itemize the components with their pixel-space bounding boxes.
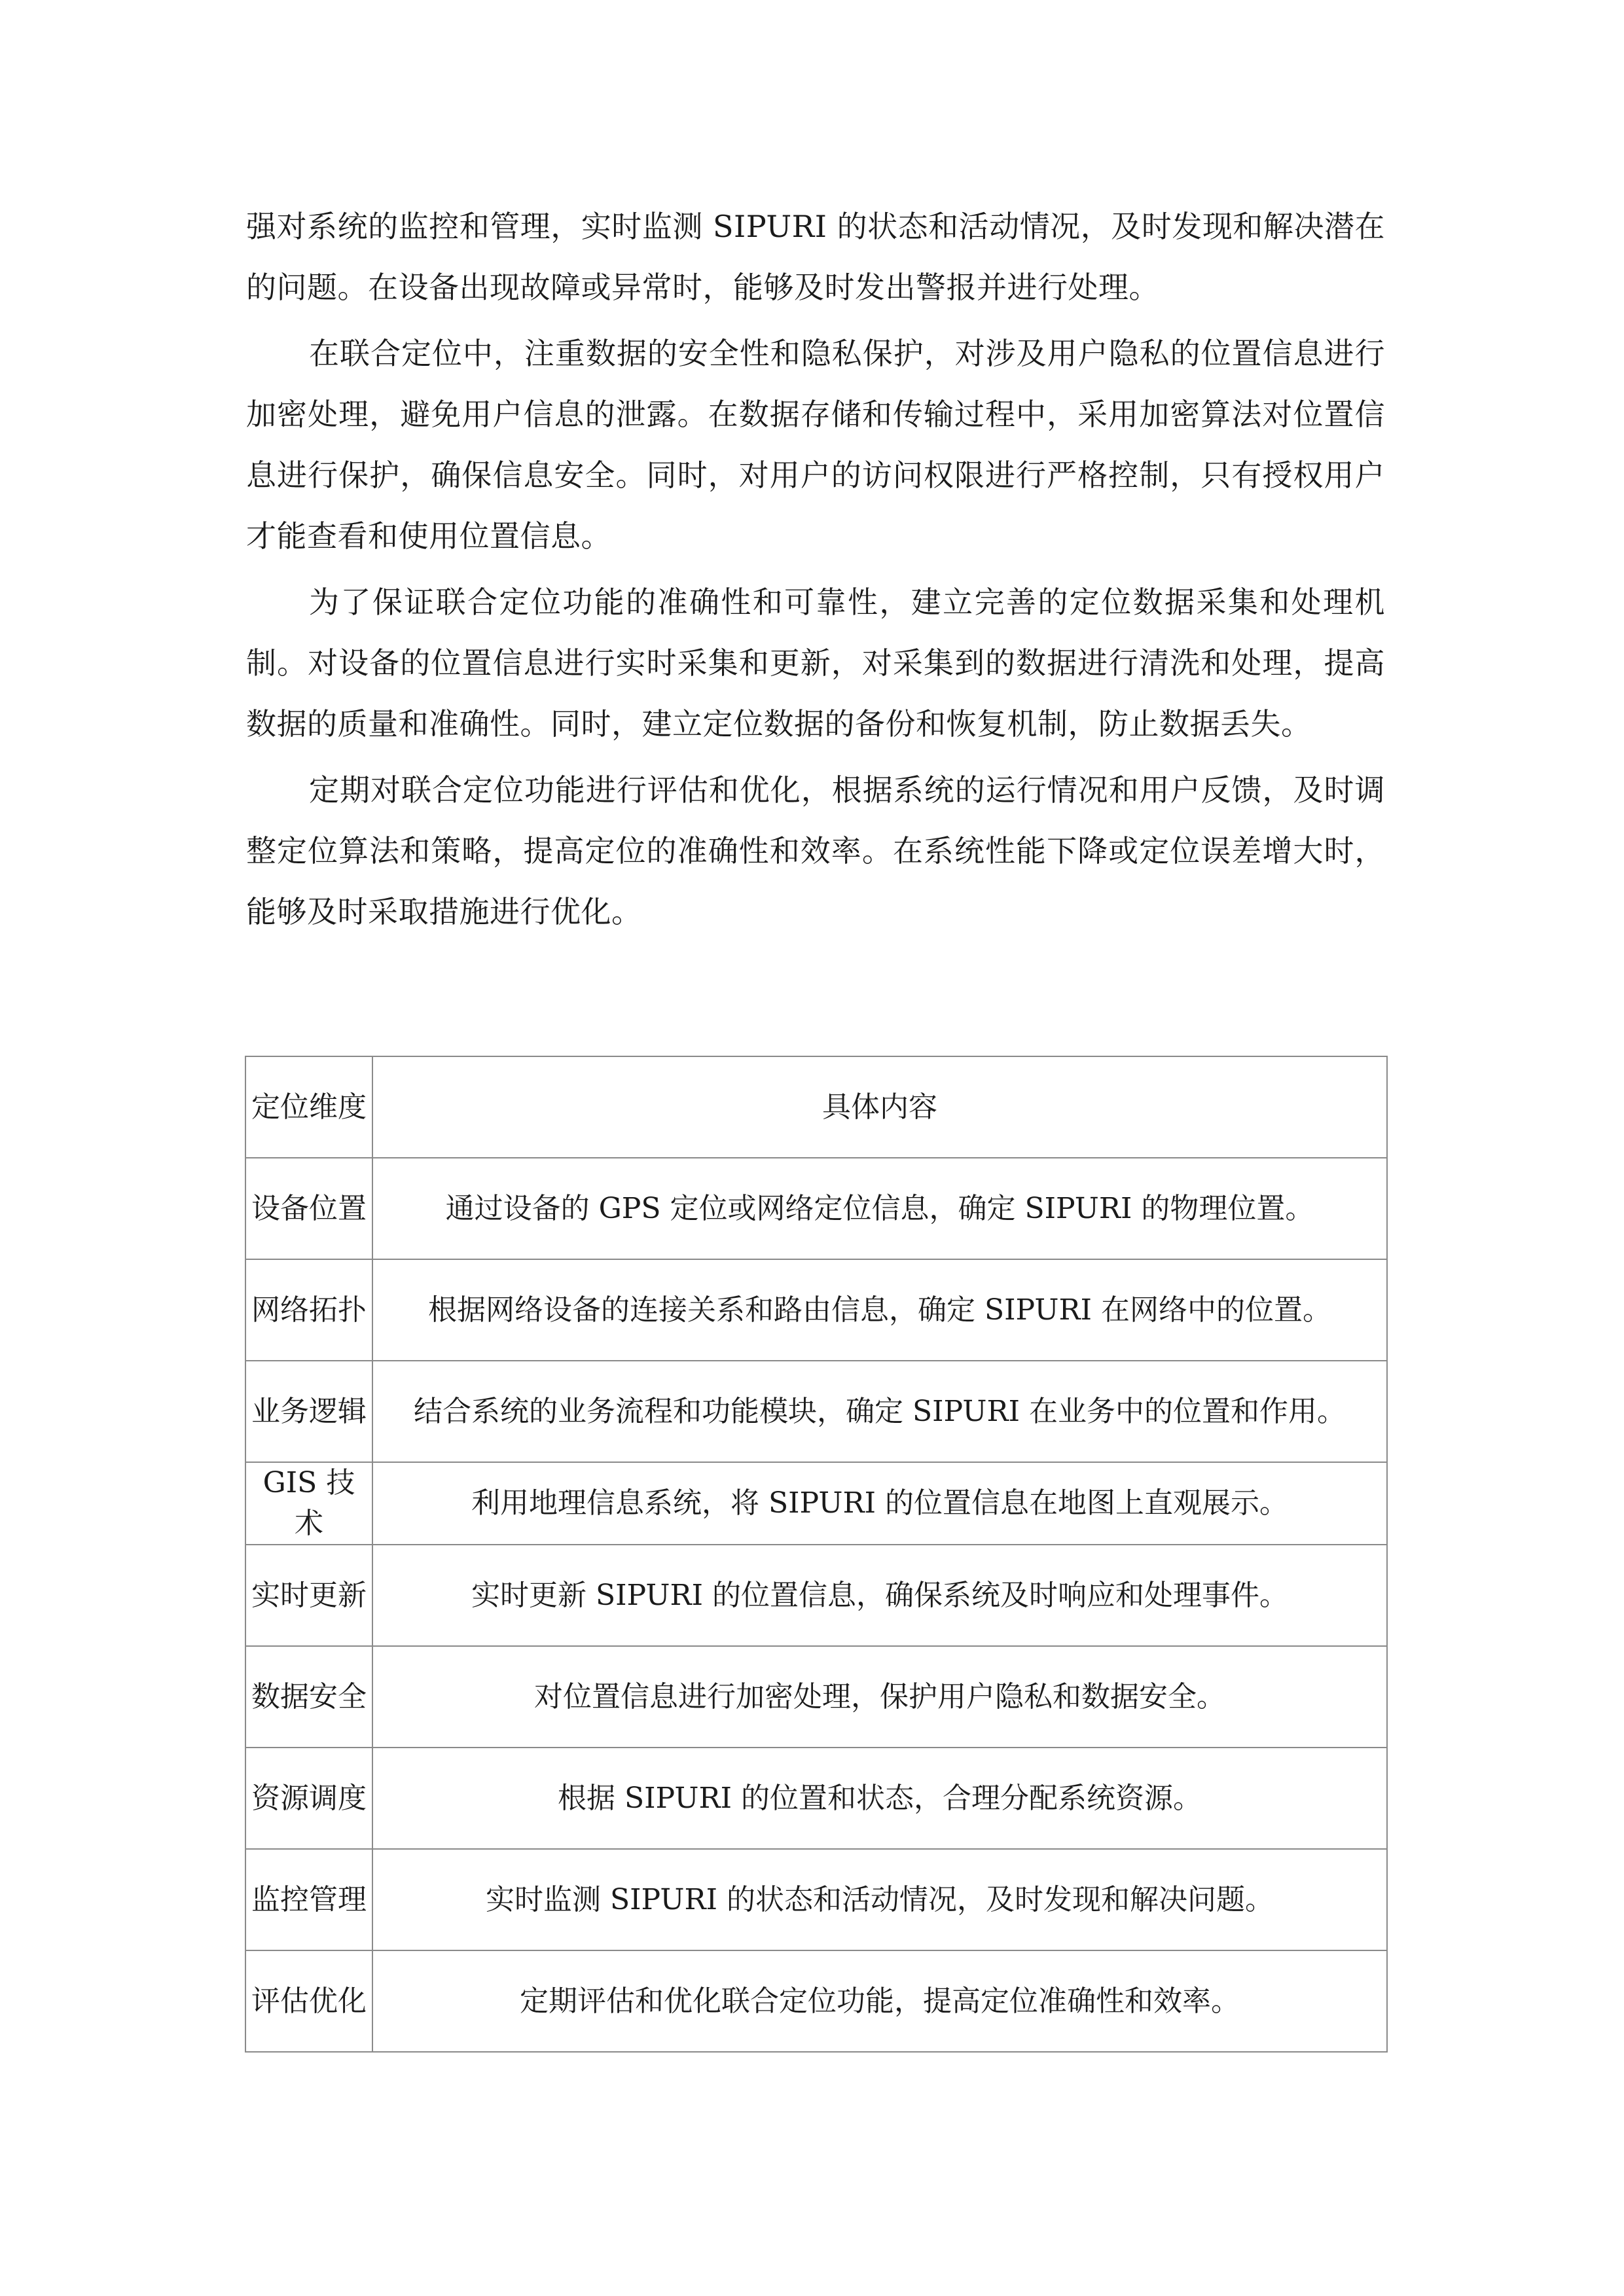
paragraph-data-security: 在联合定位中，注重数据的安全性和隐私保护，对涉及用户隐私的位置信息进行加密处理，避免用户信息的泄露。在数据存储和传输过程中，采用加密算法对位置信息进行保护，确保信息安全。同时，对用户的访问权限进行严格控制，只有授权用户才能查看和使用位置信息。 — [246, 336, 1385, 554]
table-cell-dimension: 网络拓扑 — [245, 1259, 372, 1361]
body-text — [246, 196, 1385, 942]
table-row — [245, 1545, 1387, 1646]
table-cell-content: 根据 SIPURI 的位置和状态，合理分配系统资源。 — [372, 1748, 1387, 1849]
table-cell-dimension: 实时更新 — [245, 1545, 372, 1646]
table-cell-content: 实时监测 SIPURI 的状态和活动情况，及时发现和解决问题。 — [372, 1849, 1387, 1950]
table-row — [245, 1361, 1387, 1462]
positioning-dimensions-table — [245, 1056, 1388, 2053]
table-row — [245, 1849, 1387, 1950]
table-cell-content: 根据网络设备的连接关系和路由信息，确定 SIPURI 在网络中的位置。 — [372, 1259, 1387, 1361]
paragraph-data-collection: 为了保证联合定位功能的准确性和可靠性，建立完善的定位数据采集和处理机制。对设备的位置信息进行实时采集和更新，对采集到的数据进行清洗和处理，提高数据的质量和准确性。同时，建立定位数据的备份和恢复机制，防止数据丢失。 — [246, 584, 1385, 742]
table-cell-content: 实时更新 SIPURI 的位置信息，确保系统及时响应和处理事件。 — [372, 1545, 1387, 1646]
table-row — [245, 1950, 1387, 2052]
table-cell-content: 定期评估和优化联合定位功能，提高定位准确性和效率。 — [372, 1950, 1387, 2052]
table-row — [245, 1462, 1387, 1545]
table-cell-dimension: 数据安全 — [245, 1646, 372, 1748]
table-cell-dimension: GIS 技术 — [245, 1462, 372, 1545]
table-cell-content: 结合系统的业务流程和功能模块，确定 SIPURI 在业务中的位置和作用。 — [372, 1361, 1387, 1462]
paragraph-evaluation: 定期对联合定位功能进行评估和优化，根据系统的运行情况和用户反馈，及时调整定位算法和策略，提高定位的准确性和效率。在系统性能下降或定位误差增大时，能够及时采取措施进行优化。 — [246, 772, 1385, 929]
table-cell-dimension: 资源调度 — [245, 1748, 372, 1849]
table-cell-content: 通过设备的 GPS 定位或网络定位信息，确定 SIPURI 的物理位置。 — [372, 1158, 1387, 1259]
table-cell-dimension: 业务逻辑 — [245, 1361, 372, 1462]
table-cell-content: 利用地理信息系统，将 SIPURI 的位置信息在地图上直观展示。 — [372, 1462, 1387, 1545]
table-row — [245, 1158, 1387, 1259]
positioning-table-container — [245, 1056, 1388, 2053]
table-cell-dimension: 评估优化 — [245, 1950, 372, 2052]
table-cell-content: 对位置信息进行加密处理，保护用户隐私和数据安全。 — [372, 1646, 1387, 1748]
paragraph-continuation: 强对系统的监控和管理，实时监测 SIPURI 的状态和活动情况，及时发现和解决潜在的问题。在设备出现故障或异常时，能够及时发出警报并进行处理。 — [246, 209, 1385, 305]
table-cell-dimension: 监控管理 — [245, 1849, 372, 1950]
table-header-content: 具体内容 — [372, 1056, 1387, 1158]
table-header-row — [245, 1056, 1387, 1158]
table-row — [245, 1259, 1387, 1361]
table-row — [245, 1748, 1387, 1849]
table-cell-dimension: 设备位置 — [245, 1158, 372, 1259]
table-row — [245, 1646, 1387, 1748]
table-header-dimension: 定位维度 — [245, 1056, 372, 1158]
